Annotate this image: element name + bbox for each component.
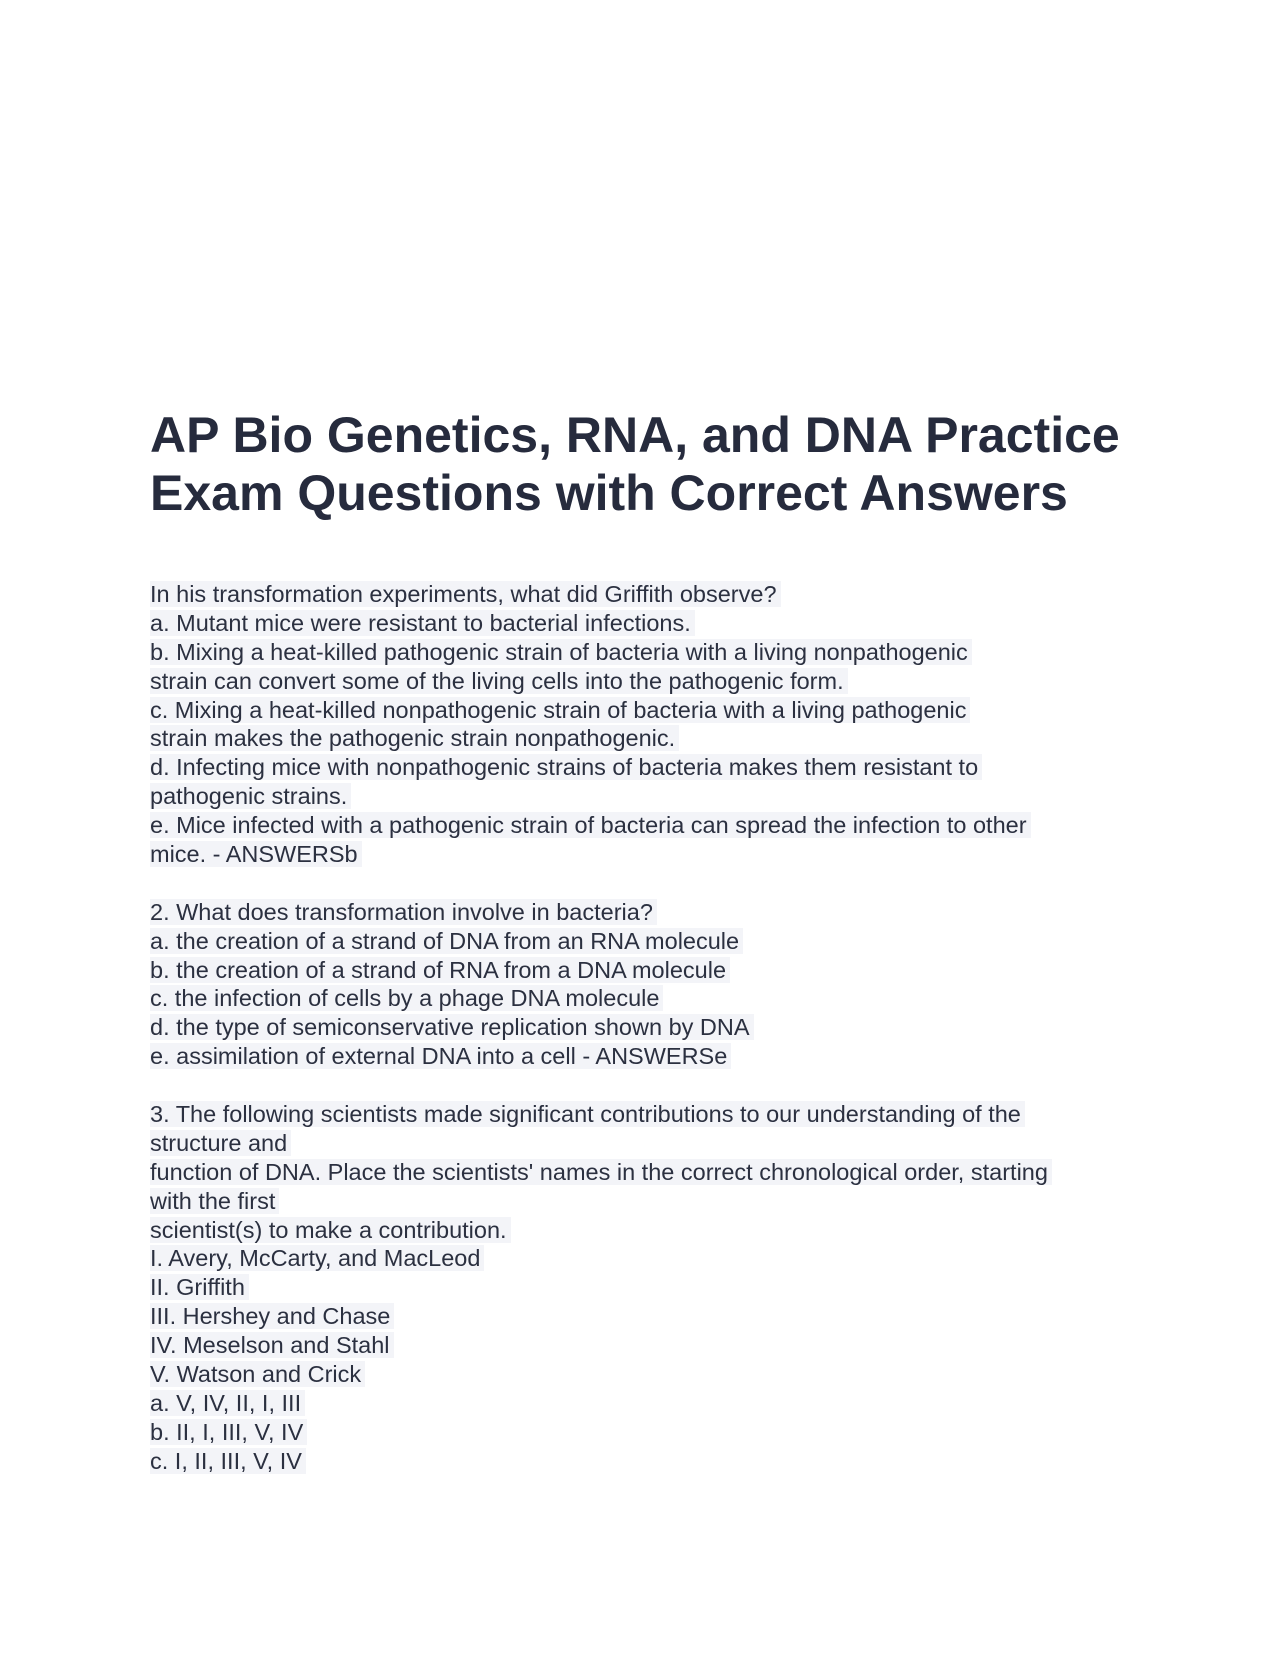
scientist-item: II. Griffith bbox=[150, 1273, 1150, 1302]
question-3 bbox=[150, 1100, 1150, 1476]
paragraph-gap bbox=[150, 869, 1150, 898]
question-line: scientist(s) to make a contribution. bbox=[150, 1216, 1150, 1245]
answer-option: a. Mutant mice were resistant to bacterial infections. bbox=[150, 609, 1150, 638]
answer-option: b. the creation of a strand of RNA from a DNA molecule bbox=[150, 956, 1150, 985]
answer-option: b. II, I, III, V, IV bbox=[150, 1418, 1150, 1447]
answer-option: d. Infecting mice with nonpathogenic strains of bacteria makes them resistant to bbox=[150, 753, 1150, 782]
answer-option: e. Mice infected with a pathogenic strain of bacteria can spread the infection to other bbox=[150, 811, 1150, 840]
title-line: AP Bio Genetics, RNA, and DNA Practice bbox=[150, 407, 1120, 463]
scientist-item: IV. Meselson and Stahl bbox=[150, 1331, 1150, 1360]
title-line: Exam Questions with Correct Answers bbox=[150, 465, 1068, 521]
question-line: function of DNA. Place the scientists' names in the correct chronological order, starting bbox=[150, 1158, 1150, 1187]
question-2 bbox=[150, 898, 1150, 1071]
answer-option-continued: strain can convert some of the living cells into the pathogenic form. bbox=[150, 667, 1150, 696]
question-1 bbox=[150, 580, 1150, 869]
answer-option: c. Mixing a heat-killed nonpathogenic strain of bacteria with a living pathogenic bbox=[150, 696, 1150, 725]
question-line: 3. The following scientists made significant contributions to our understanding of the bbox=[150, 1100, 1150, 1129]
document-body bbox=[150, 580, 1150, 1476]
answer-key: mice. - ANSWERSb bbox=[150, 840, 1150, 869]
question-line: structure and bbox=[150, 1129, 1150, 1158]
paragraph-gap bbox=[150, 1071, 1150, 1100]
scientist-item: I. Avery, McCarty, and MacLeod bbox=[150, 1244, 1150, 1273]
question-line: with the first bbox=[150, 1187, 1150, 1216]
answer-option-continued: strain makes the pathogenic strain nonpathogenic. bbox=[150, 724, 1150, 753]
answer-option: a. the creation of a strand of DNA from an RNA molecule bbox=[150, 927, 1150, 956]
answer-option: d. the type of semiconservative replication shown by DNA bbox=[150, 1013, 1150, 1042]
answer-option: c. the infection of cells by a phage DNA molecule bbox=[150, 984, 1150, 1013]
answer-option: c. I, II, III, V, IV bbox=[150, 1447, 1150, 1476]
question-line: In his transformation experiments, what did Griffith observe? bbox=[150, 580, 1150, 609]
answer-option: b. Mixing a heat-killed pathogenic strain of bacteria with a living nonpathogenic bbox=[150, 638, 1150, 667]
document-title bbox=[150, 406, 1150, 522]
answer-option-continued: pathogenic strains. bbox=[150, 782, 1150, 811]
answer-option: a. V, IV, II, I, III bbox=[150, 1389, 1150, 1418]
question-line: 2. What does transformation involve in bacteria? bbox=[150, 898, 1150, 927]
scientist-item: III. Hershey and Chase bbox=[150, 1302, 1150, 1331]
scientist-item: V. Watson and Crick bbox=[150, 1360, 1150, 1389]
answer-key: e. assimilation of external DNA into a cell - ANSWERSe bbox=[150, 1042, 1150, 1071]
